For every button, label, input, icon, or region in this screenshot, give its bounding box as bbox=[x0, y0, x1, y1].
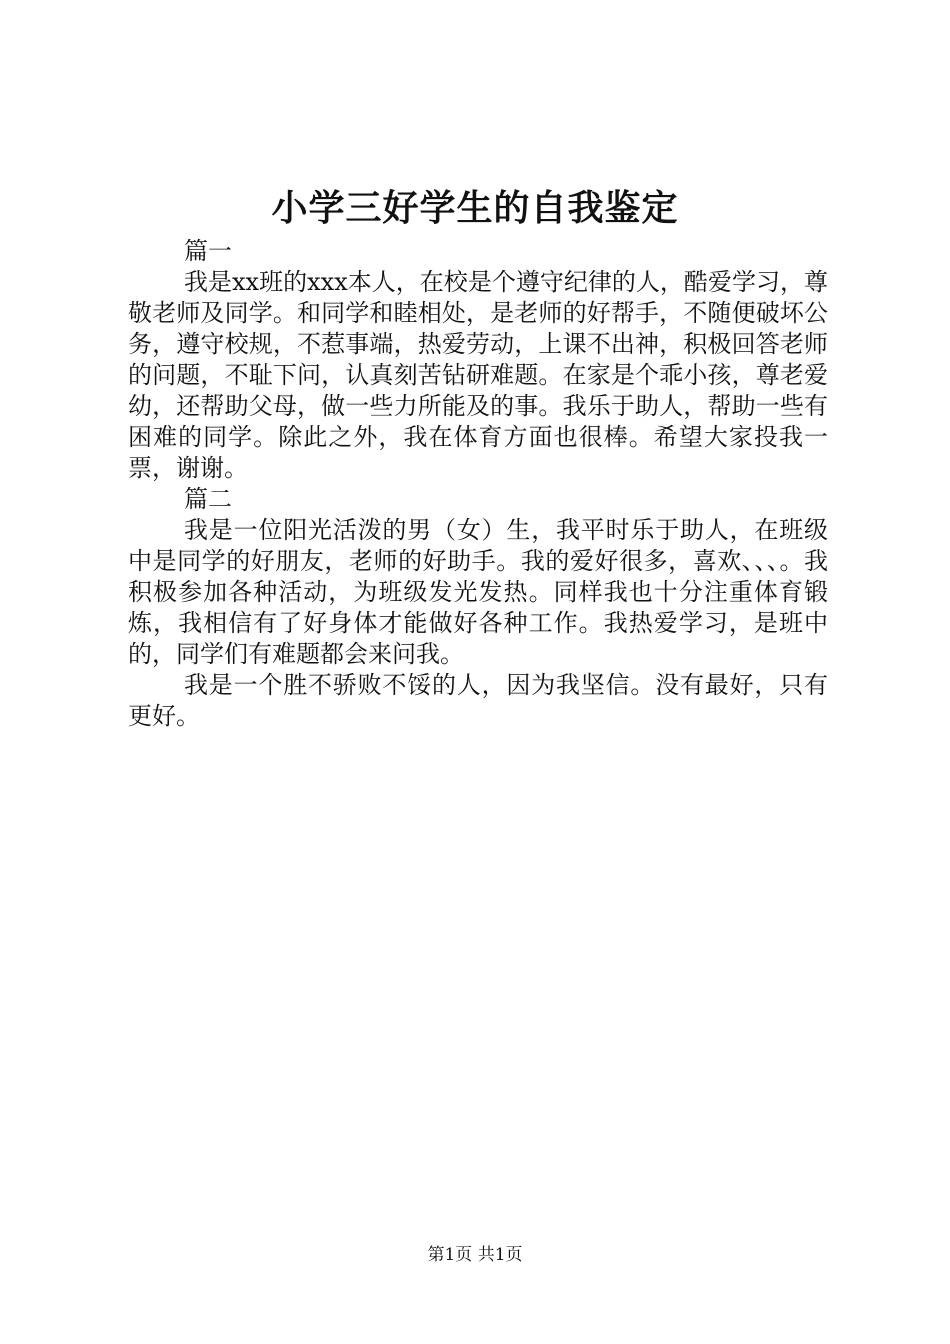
page-footer: 第1页 共1页 bbox=[427, 1245, 523, 1265]
section-heading-1: 篇一 bbox=[184, 237, 232, 265]
document-title: 小学三好学生的自我鉴定 bbox=[271, 187, 679, 229]
paragraph-3: 我是一个胜不骄败不馁的人，因为我坚信。没有最好，只有更好。 bbox=[128, 671, 828, 730]
section-heading-2: 篇二 bbox=[184, 485, 232, 513]
document-body bbox=[128, 236, 828, 732]
paragraph-2: 我是一位阳光活泼的男（女）生，我平时乐于助人，在班级中是同学的好朋友，老师的好助手。我的爱好很多，喜欢、、、。我积极参加各种活动，为班级发光发热。同样我也十分注重体育锻炼，我相信有了好身体才能做好各种工作。我热爱学习，是班中的，同学们有难题都会来问我。 bbox=[128, 516, 828, 668]
paragraph-1: 我是xx班的xxx本人，在校是个遵守纪律的人，酷爱学习，尊敬老师及同学。和同学和睦相处，是老师的好帮手，不随便破坏公务，遵守校规，不惹事端，热爱劳动，上课不出神，积极回答老师的问题，不耻下问，认真刻苦钻研难题。在家是个乖小孩，尊老爱幼，还帮助父母，做一些力所能及的事。我乐于助人，帮助一些有困难的同学。除此之外，我在体育方面也很棒。希望大家投我一票，谢谢。 bbox=[128, 268, 828, 482]
